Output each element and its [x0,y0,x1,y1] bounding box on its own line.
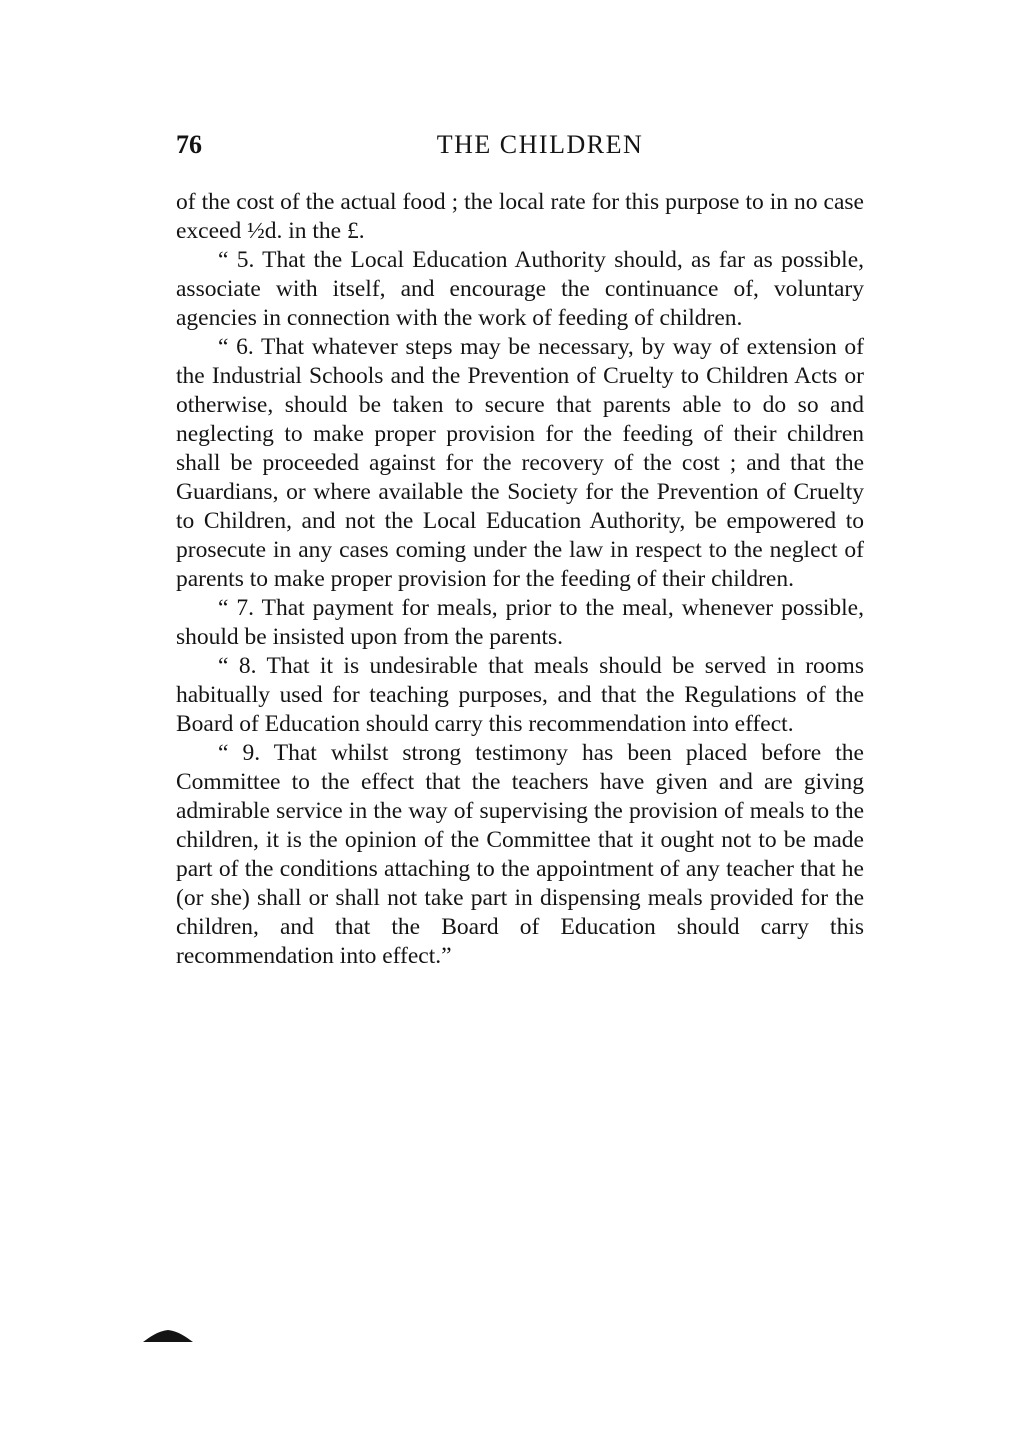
paragraph-recommendation-7: “ 7. That payment for meals, prior to the meal, whenever possible, should be insisted upon from the parents. [176,595,864,650]
body-text [176,188,864,971]
paragraph-continuation: of the cost of the actual food ; the local rate for this purpose to in no case exceed ½d. in the £. [176,189,864,244]
page-number: 76 [176,130,202,159]
paragraph-recommendation-5: “ 5. That the Local Education Authority should, as far as possible, associate with itself, and encourage the continuance of, voluntary agencies in connection with the work of feeding of children. [176,247,864,331]
running-title: THE CHILDREN [436,130,644,159]
paragraph-recommendation-8: “ 8. That it is undesirable that meals should be served in rooms habitually used for teaching purposes, and that the Regulations of the Board of Education should carry this recommendation into effect. [176,653,864,737]
page-header [176,130,864,166]
ink-blot-mark [142,1328,194,1344]
paragraph-recommendation-9: “ 9. That whilst strong testimony has been placed before the Committee to the effect that the teachers have given and are giving admirable service in the way of supervising the provision of meals to the children, it is the opinion of the Committee that it ought not to be made part of the conditions attaching to the appointment of any teacher that he (or she) shall or shall not take part in dispensing meals provided for the children, and that the Board of Education should carry this recommendation into effect.” [176,740,864,969]
paragraph-recommendation-6: “ 6. That whatever steps may be necessary, by way of extension of the Industrial Schools and the Prevention of Cruelty to Children Acts or otherwise, should be taken to secure that parents able to do so and neglecting to make proper provision for the feeding of their children shall be proceeded against for the recovery of the cost ; and that the Guardians, or where available the Society for the Prevention of Cruelty to Children, and not the Local Education Authority, be empowered to prosecute in any cases coming under the law in respect to the neglect of parents to make proper provision for the feeding of their children. [176,334,864,592]
